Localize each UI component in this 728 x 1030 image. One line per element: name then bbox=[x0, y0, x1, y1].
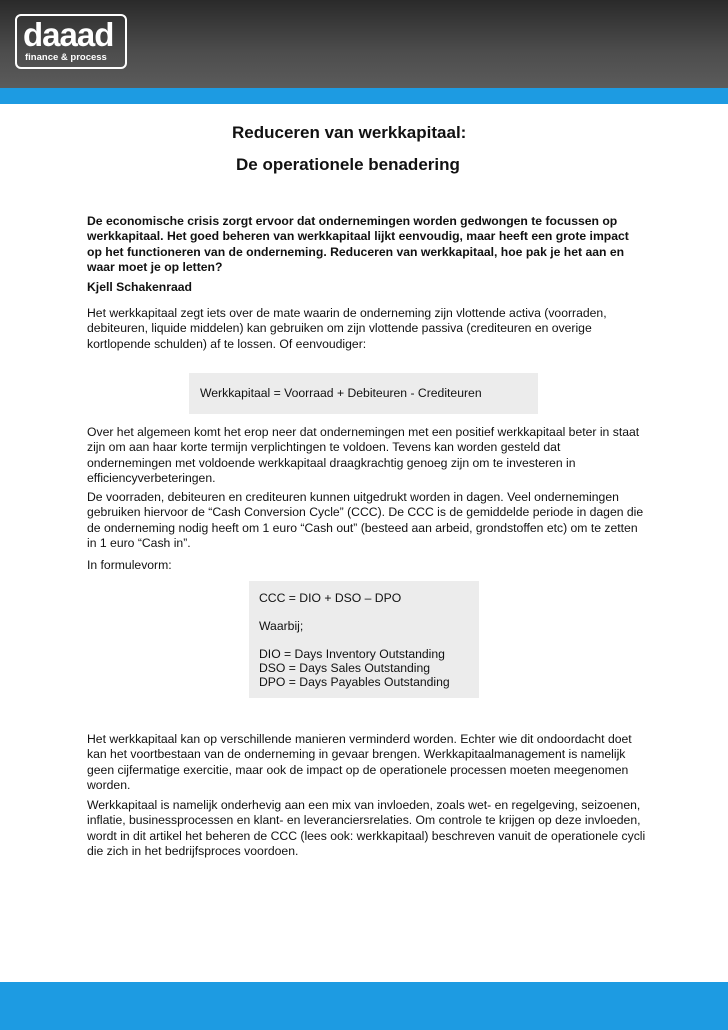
top-accent-band bbox=[0, 88, 728, 104]
formula-dso: DSO = Days Sales Outstanding bbox=[259, 661, 431, 675]
paragraph-3: De voorraden, debiteuren en crediteuren kunnen uitgedrukt worden in dagen. Veel ondernemingen gebruiken hiervoor de “Cash Conversion Cycle” (CCC). De CCC is de gemiddelde periode in dagen die de onderneming nodig heeft om 1 euro “Cash out” (besteed aan arbeid, grondstoffen etc) om te zetten in 1 euro “Cash in”. bbox=[87, 490, 644, 550]
formula-werkkapitaal: Werkkapitaal = Voorraad + Debiteuren - Crediteuren bbox=[200, 386, 482, 400]
paragraph-4: In formulevorm: bbox=[87, 558, 172, 572]
formula-box-werkkapitaal bbox=[189, 373, 538, 414]
paragraph-2: Over het algemeen komt het erop neer dat ondernemingen met een positief werkkapitaal beter in staat zijn om aan haar korte termijn verplichtingen te voldoen. Tevens kan worden gesteld dat ondernemingen met voldoende werkkapitaal draagkrachtig genoeg zijn om te investeren in efficiencyverbeteringen. bbox=[87, 425, 640, 485]
formula-box-ccc bbox=[249, 581, 479, 698]
paragraph-5: Het werkkapitaal kan op verschillende manieren verminderd worden. Echter wie dit ondoordacht doet kan het voortbestaan van de onderneming in gevaar brengen. Werkkapitaalmanagement is namelijk geen cijfermatige exercitie, maar ook de impact op de operationele processen moeten meegenomen worden. bbox=[87, 732, 632, 792]
article-title: Reduceren van werkkapitaal: bbox=[232, 123, 467, 142]
formula-where: Waarbij; bbox=[259, 619, 304, 633]
intro-paragraph: De economische crisis zorgt ervoor dat ondernemingen worden gedwongen te focussen op werkkapitaal. Het goed beheren van werkkapitaal lijkt eenvoudig, maar heeft een grote impact op het functioneren van de onderneming. Reduceren van werkkapitaal, hoe pak je het aan en waar moet je op letten? bbox=[87, 214, 629, 274]
formula-dpo: DPO = Days Payables Outstanding bbox=[259, 675, 450, 689]
company-logo bbox=[15, 14, 127, 69]
formula-dio: DIO = Days Inventory Outstanding bbox=[259, 647, 445, 661]
author-name: Kjell Schakenraad bbox=[87, 280, 192, 294]
logo-word: daaad bbox=[23, 16, 114, 53]
formula-ccc: CCC = DIO + DSO – DPO bbox=[259, 591, 402, 605]
logo-tagline: finance & process bbox=[25, 52, 107, 63]
header-band bbox=[0, 0, 728, 88]
bottom-accent-band bbox=[0, 982, 728, 1030]
article-subtitle: De operationele benadering bbox=[236, 155, 460, 174]
paragraph-6: Werkkapitaal is namelijk onderhevig aan een mix van invloeden, zoals wet- en regelgeving, seizoenen, inflatie, businessprocessen en klant- en leveranciersrelaties. Om controle te krijgen op deze invloeden, wordt in dit artikel het beheren de CCC (lees ook: werkkapitaal) beschreven vanuit de operationele cycli die zich in het bedrijfsproces voordoen. bbox=[87, 798, 646, 858]
paragraph-1: Het werkkapitaal zegt iets over de mate waarin de onderneming zijn vlottende activa (voorraden, debiteuren, liquide middelen) kan gebruiken om zijn vlottende passiva (crediteuren en overige kortlopende schulden) af te lossen. Of eenvoudiger: bbox=[87, 306, 607, 351]
